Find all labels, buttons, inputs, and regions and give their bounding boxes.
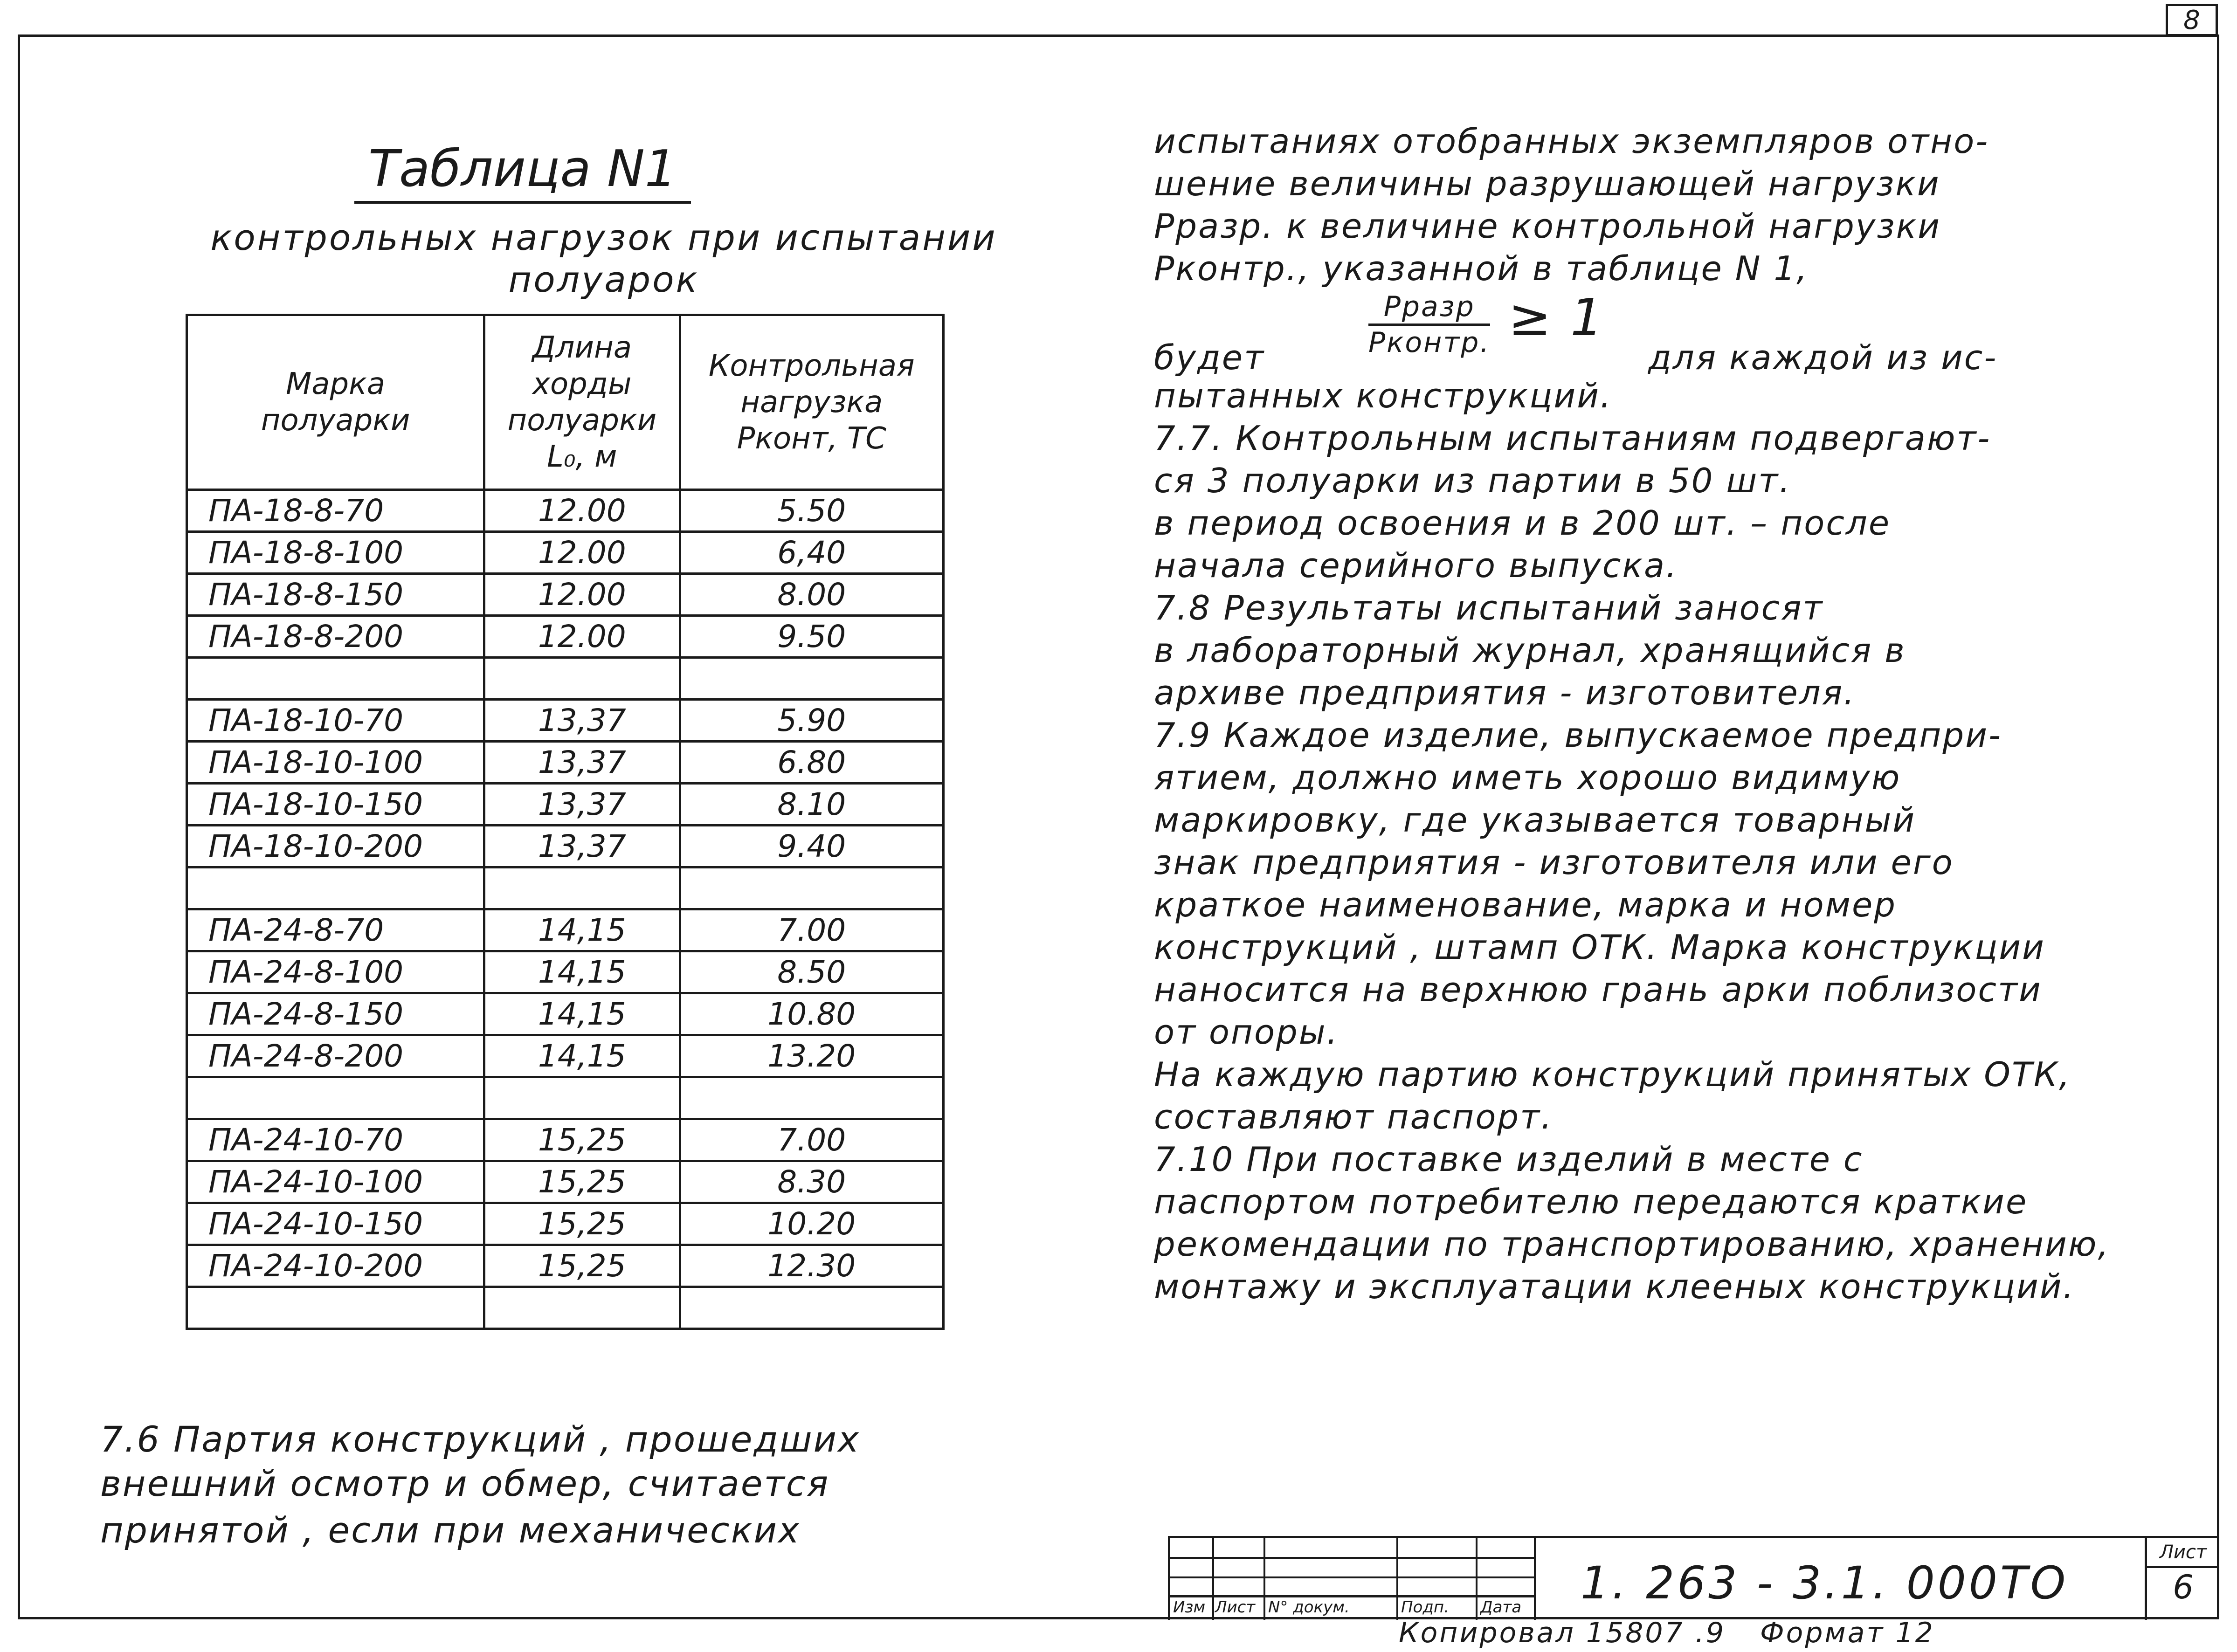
cell-mark: ПА-24-10-150 — [187, 1203, 484, 1245]
cell-mark: ПА-24-8-200 — [187, 1035, 484, 1077]
cell-mark — [187, 1077, 484, 1119]
cell-mark: ПА-24-10-200 — [187, 1245, 484, 1287]
cell-length — [484, 658, 680, 700]
header-mark — [187, 315, 484, 490]
cell-load: 5.90 — [680, 700, 944, 742]
formula-fraction — [1368, 290, 1490, 359]
footer-copied: Копировал 15807 .9 — [1399, 1617, 1726, 1649]
header-length-line2: хорды — [532, 367, 632, 401]
table-row — [187, 616, 944, 658]
clause-7-6-line3: принятой , если при механических — [100, 1509, 801, 1551]
sheet-box — [2145, 1538, 2219, 1620]
cell-load: 7.00 — [680, 1119, 944, 1161]
text-line: в период освоения и в 200 шт. – после — [1154, 503, 1891, 543]
table-row — [187, 1161, 944, 1203]
stamp-label-signature: Подп. — [1401, 1598, 1449, 1617]
footer-format: Формат 12 — [1760, 1617, 1935, 1649]
cell-load: 5.50 — [680, 490, 944, 532]
cell-length: 12.00 — [484, 616, 680, 658]
control-loads-table — [186, 314, 945, 1330]
text-line: краткое наименование, марка и номер — [1154, 885, 1897, 924]
stamp-label-change: Изм — [1173, 1598, 1206, 1617]
header-length-line1: Длина — [532, 330, 632, 365]
text-line: шение величины разрушающей нагрузки — [1154, 164, 1940, 203]
text-line: 7.7. Контрольным испытаниям подвергают- — [1154, 419, 1991, 458]
table-row — [187, 1035, 944, 1077]
clause-7-6-line1: 7.6 Партия конструкций , прошедших — [100, 1418, 860, 1460]
table-row — [187, 867, 944, 909]
table-row — [187, 490, 944, 532]
table-row — [187, 993, 944, 1035]
text-line: пытанных конструкций. — [1154, 376, 1612, 415]
cell-mark: ПА-18-8-100 — [187, 532, 484, 574]
cell-load — [680, 1077, 944, 1119]
header-length-line3: полуарки — [507, 403, 657, 438]
cell-length: 12.00 — [484, 574, 680, 616]
text-line: от опоры. — [1154, 1012, 1339, 1052]
table-row — [187, 951, 944, 993]
cell-length: 14,15 — [484, 909, 680, 951]
text-line: в лабораторный журнал, хранящийся в — [1154, 631, 1906, 670]
header-load — [680, 315, 944, 490]
cell-load: 8.30 — [680, 1161, 944, 1203]
cell-load: 6.80 — [680, 742, 944, 784]
table-row — [187, 658, 944, 700]
text-line: наносится на верхнюю грань арки поблизости — [1154, 970, 2042, 1009]
table-title: Таблица N1 — [354, 140, 691, 204]
table-row — [187, 1203, 944, 1245]
cell-load: 13.20 — [680, 1035, 944, 1077]
formula-after: для каждой из ис- — [1648, 338, 1998, 377]
text-line: ятием, должно иметь хорошо видимую — [1154, 758, 1901, 797]
header-mark-line2: полуарки — [261, 403, 410, 438]
table-subtitle-line2: полуарок — [508, 259, 699, 300]
cell-load: 6,40 — [680, 532, 944, 574]
cell-load: 8.00 — [680, 574, 944, 616]
cell-load — [680, 658, 944, 700]
cell-mark: ПА-24-10-70 — [187, 1119, 484, 1161]
cell-load — [680, 1287, 944, 1329]
table-row — [187, 1077, 944, 1119]
right-column-text — [1154, 120, 2152, 1308]
cell-length: 13,37 — [484, 700, 680, 742]
revision-grid — [1170, 1538, 1536, 1620]
cell-load: 9.50 — [680, 616, 944, 658]
text-line: 7.10 При поставке изделий в месте с — [1154, 1140, 1864, 1179]
formula-before: будет — [1154, 338, 1265, 377]
cell-load: 10.20 — [680, 1203, 944, 1245]
cell-mark: ПА-18-10-100 — [187, 742, 484, 784]
text-line: рекомендации по транспортированию, хранению, — [1154, 1225, 2110, 1264]
header-load-line2: нагрузка — [740, 385, 883, 420]
header-length — [484, 315, 680, 490]
table-row — [187, 784, 944, 826]
cell-mark: ПА-18-10-150 — [187, 784, 484, 826]
text-line: архиве предприятия - изготовителя. — [1154, 673, 1856, 712]
stamp-label-date: Дата — [1480, 1598, 1522, 1617]
text-line: начала серийного выпуска. — [1154, 546, 1678, 585]
table-subtitle-line1: контрольных нагрузок при испытании — [210, 217, 997, 258]
corner-sheet-number: 8 — [2166, 4, 2218, 36]
text-line: паспортом потребителю передаются краткие — [1154, 1182, 2028, 1221]
sheet-number: 6 — [2173, 1568, 2194, 1606]
cell-mark: ПА-18-10-70 — [187, 700, 484, 742]
cell-length: 13,37 — [484, 742, 680, 784]
sheet-label: Лист — [2147, 1538, 2219, 1568]
stamp-label-sheet: Лист — [1215, 1598, 1256, 1617]
text-line: Pконтр., указанной в таблице N 1, — [1154, 249, 1809, 288]
cell-mark: ПА-18-8-150 — [187, 574, 484, 616]
cell-load: 7.00 — [680, 909, 944, 951]
cell-length: 12.00 — [484, 490, 680, 532]
table-row — [187, 742, 944, 784]
cell-mark: ПА-24-8-70 — [187, 909, 484, 951]
formula-denominator: Pконтр. — [1368, 326, 1491, 359]
table-row — [187, 532, 944, 574]
clause-7-6-line2: внешний осмотр и обмер, считается — [100, 1463, 830, 1504]
text-line: 7.8 Результаты испытаний заносят — [1154, 588, 1824, 627]
text-line: 7.9 Каждое изделие, выпускаемое предпри- — [1154, 716, 2002, 755]
formula-line — [1154, 290, 2152, 375]
cell-length: 15,25 — [484, 1119, 680, 1161]
table-row — [187, 1119, 944, 1161]
cell-length: 15,25 — [484, 1245, 680, 1287]
cell-length: 14,15 — [484, 993, 680, 1035]
text-line: На каждую партию конструкций принятых ОТК, — [1154, 1055, 2071, 1094]
cell-load — [680, 867, 944, 909]
cell-mark: ПА-24-8-150 — [187, 993, 484, 1035]
cell-length — [484, 867, 680, 909]
table-row — [187, 574, 944, 616]
cell-length — [484, 1077, 680, 1119]
cell-mark — [187, 1287, 484, 1329]
table-row — [187, 700, 944, 742]
cell-load: 10.80 — [680, 993, 944, 1035]
cell-length: 13,37 — [484, 826, 680, 867]
title-block — [1168, 1536, 2219, 1620]
cell-load: 9.40 — [680, 826, 944, 867]
cell-length: 15,25 — [484, 1203, 680, 1245]
cell-mark: ПА-18-8-200 — [187, 616, 484, 658]
text-line: Pразр. к величине контрольной нагрузки — [1154, 206, 1941, 246]
cell-load: 8.50 — [680, 951, 944, 993]
header-mark-line1: Марка — [286, 367, 386, 401]
table-header-row — [187, 315, 944, 490]
cell-length: 15,25 — [484, 1161, 680, 1203]
text-line: ся 3 полуарки из партии в 50 шт. — [1154, 461, 1792, 500]
cell-length: 14,15 — [484, 951, 680, 993]
text-line: монтажу и эксплуатации клееных конструкций. — [1154, 1267, 2075, 1306]
document-code: 1. 263 - 3.1. 000ТО — [1581, 1557, 2069, 1609]
header-load-line1: Контрольная — [708, 349, 915, 383]
cell-length: 13,37 — [484, 784, 680, 826]
table-row — [187, 826, 944, 867]
text-line: знак предприятия - изготовителя или его — [1154, 843, 1954, 882]
text-line: испытаниях отобранных экземпляров отно- — [1154, 122, 1989, 161]
cell-mark: ПА-24-8-100 — [187, 951, 484, 993]
table-row — [187, 909, 944, 951]
cell-mark: ПА-24-10-100 — [187, 1161, 484, 1203]
stamp-label-doc-number: N° докум. — [1268, 1598, 1350, 1617]
cell-mark — [187, 658, 484, 700]
cell-length: 14,15 — [484, 1035, 680, 1077]
formula-relation: ≥ 1 — [1508, 288, 1605, 347]
cell-load: 12.30 — [680, 1245, 944, 1287]
text-line: конструкций , штамп ОТК. Марка конструкции — [1154, 928, 2045, 967]
cell-length: 12.00 — [484, 532, 680, 574]
cell-mark: ПА-18-8-70 — [187, 490, 484, 532]
header-length-line4: L₀, м — [547, 440, 617, 474]
cell-mark — [187, 867, 484, 909]
cell-mark: ПА-18-10-200 — [187, 826, 484, 867]
header-load-line3: Pконт, ТС — [737, 421, 886, 456]
text-line: составляют паспорт. — [1154, 1097, 1553, 1136]
cell-load: 8.10 — [680, 784, 944, 826]
formula-numerator: Pразр — [1368, 290, 1490, 326]
text-line: маркировку, где указывается товарный — [1154, 800, 1916, 840]
cell-length — [484, 1287, 680, 1329]
table-row — [187, 1287, 944, 1329]
table-row — [187, 1245, 944, 1287]
